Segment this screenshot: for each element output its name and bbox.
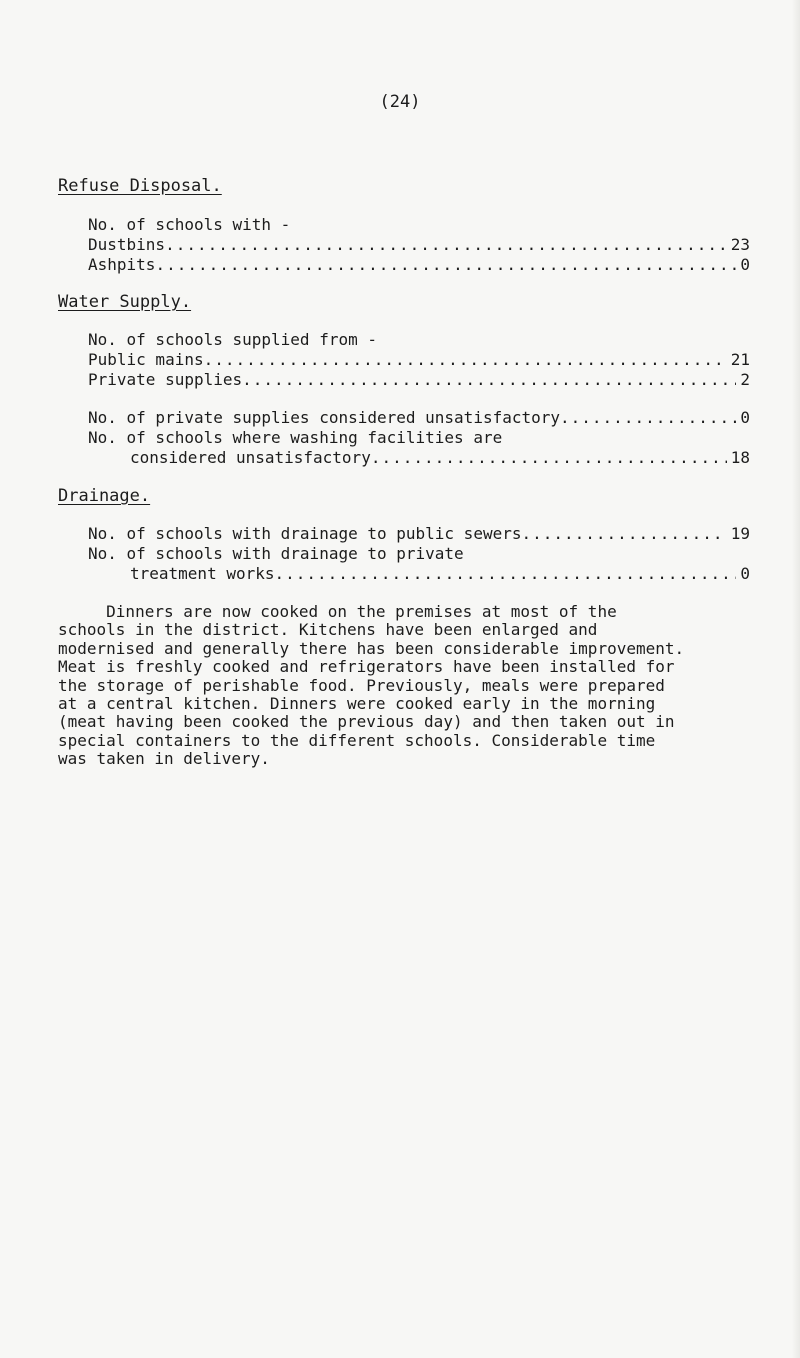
row-value: 19: [730, 524, 750, 543]
row-value: 18: [730, 448, 750, 467]
paragraph-line: the storage of perishable food. Previously, meals were prepared: [58, 675, 665, 695]
water-row-washing: [130, 448, 750, 467]
dinners-paragraph: [58, 603, 748, 769]
row-label: considered unsatisfactory: [130, 448, 371, 467]
row-value: 2: [740, 370, 750, 389]
water-row-public-mains: [88, 350, 750, 369]
drainage-row-private: [130, 564, 750, 583]
row-label: Ashpits: [88, 255, 156, 274]
page-edge-shadow: [792, 0, 800, 1358]
row-value: 0: [740, 408, 750, 427]
paragraph-line: (meat having been cooked the previous day) and then taken out in: [58, 712, 675, 732]
row-label: Private supplies: [88, 370, 243, 389]
row-label: No. of schools with drainage to public sewers: [88, 524, 522, 543]
row-value: 0: [740, 255, 750, 274]
drainage-row-sewers: [88, 524, 750, 543]
row-label: Dustbins: [88, 235, 166, 254]
paragraph-line: modernised and generally there has been considerable improvement.: [58, 638, 685, 658]
water-heading: Water Supply.: [58, 292, 192, 312]
page-number: (24): [379, 92, 421, 112]
refuse-intro: No. of schools with -: [88, 215, 291, 234]
leader-dots: [275, 564, 737, 583]
row-value: 21: [730, 350, 750, 369]
row-label: treatment works: [130, 564, 275, 583]
water-row-private-supplies: [88, 370, 750, 389]
leader-dots: [521, 524, 726, 543]
refuse-row-ashpits: [88, 255, 750, 274]
row-label: Public mains: [88, 350, 204, 369]
paragraph-line: at a central kitchen. Dinners were cooked early in the morning: [58, 694, 656, 714]
paragraph-line: special containers to the different schools. Considerable time: [58, 730, 656, 750]
row-value: 23: [730, 235, 750, 254]
paragraph-line: was taken in delivery.: [58, 749, 270, 769]
leader-dots: [242, 370, 736, 389]
leader-dots: [155, 255, 736, 274]
row-value: 0: [740, 564, 750, 583]
refuse-row-dustbins: [88, 235, 750, 254]
paragraph-line: schools in the district. Kitchens have been enlarged and: [58, 620, 598, 640]
leader-dots: [371, 448, 727, 467]
row-label: No. of private supplies considered unsatisfactory: [88, 408, 561, 427]
paragraph-line: Dinners are now cooked on the premises at most of the: [58, 602, 617, 621]
refuse-heading: Refuse Disposal.: [58, 176, 222, 196]
leader-dots: [560, 408, 736, 427]
drainage-heading: Drainage.: [58, 486, 151, 506]
drainage-private-line1: No. of schools with drainage to private: [88, 544, 464, 563]
water-row-unsatisfactory: [88, 408, 750, 427]
leader-dots: [204, 350, 727, 369]
water-washing-line1: No. of schools where washing facilities are: [88, 428, 503, 447]
paragraph-line: Meat is freshly cooked and refrigerators have been installed for: [58, 657, 675, 677]
leader-dots: [165, 235, 727, 254]
water-intro: No. of schools supplied from -: [88, 330, 377, 349]
